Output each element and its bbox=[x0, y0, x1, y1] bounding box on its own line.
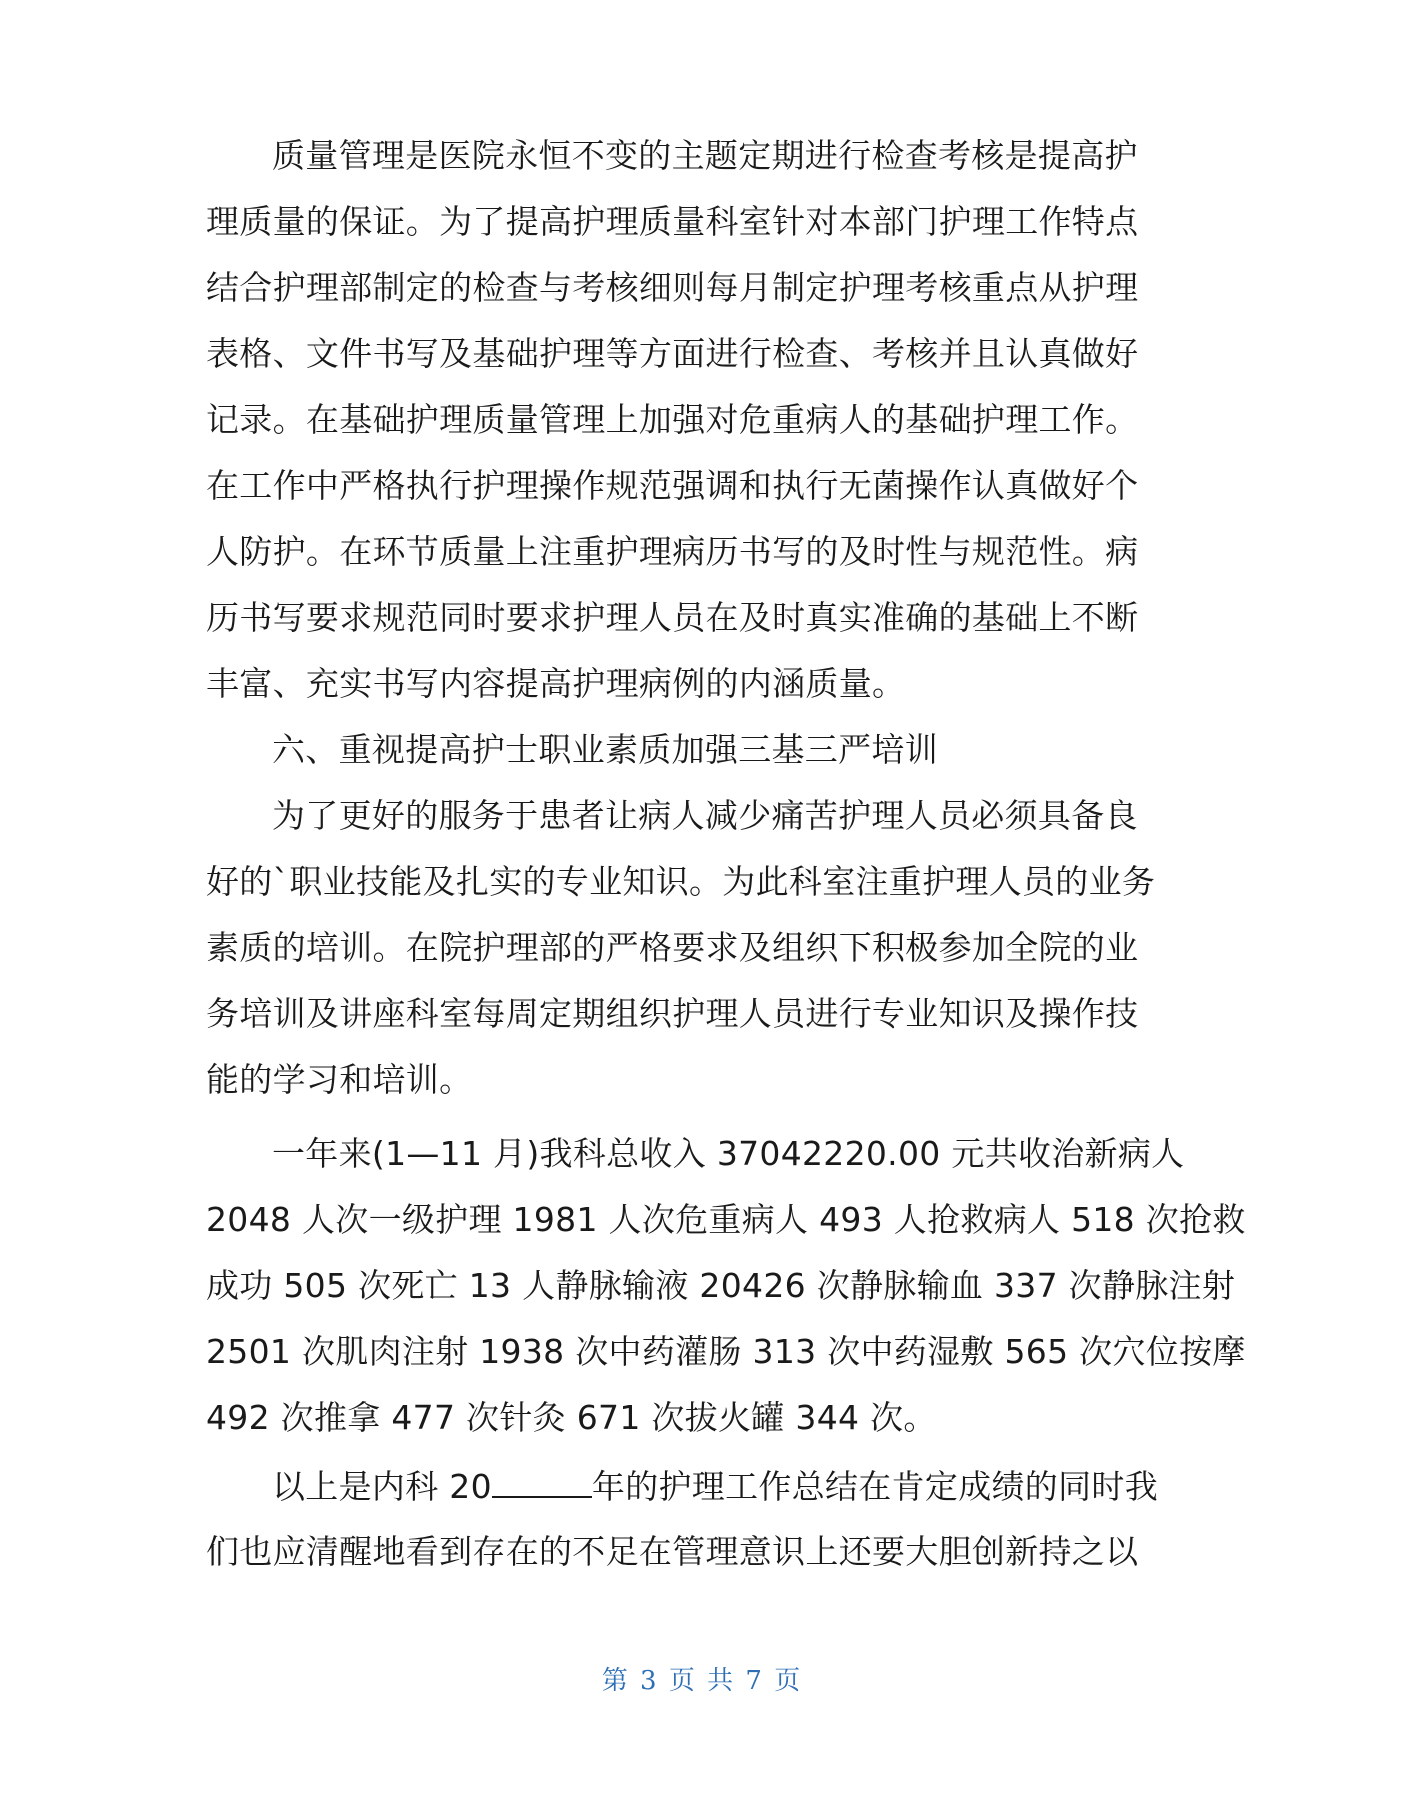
text-line: 为了更好的服务于患者让病人减少痛苦护理人员必须具备良 bbox=[272, 796, 1138, 835]
text-line: 成功 505 次死亡 13 人静脉输液 20426 次静脉输血 337 次静脉注射 bbox=[206, 1266, 1236, 1305]
section-heading: 六、重视提高护士职业素质加强三基三严培训 bbox=[272, 730, 938, 769]
fill-in-blank bbox=[492, 1466, 592, 1498]
text-line: 2501 次肌肉注射 1938 次中药灌肠 313 次中药湿敷 565 次穴位按摩 bbox=[206, 1332, 1246, 1371]
text-line: 能的学习和培训。 bbox=[206, 1060, 473, 1099]
text-line: 表格、文件书写及基础护理等方面进行检查、考核并且认真做好 bbox=[206, 334, 1139, 373]
text-line: 结合护理部制定的检查与考核细则每月制定护理考核重点从护理 bbox=[206, 268, 1139, 307]
text-line: 务培训及讲座科室每周定期组织护理人员进行专业知识及操作技 bbox=[206, 994, 1139, 1033]
text-line: 素质的培训。在院护理部的严格要求及组织下积极参加全院的业 bbox=[206, 928, 1139, 967]
page-number-footer: 第 3 页 共 7 页 bbox=[601, 1666, 803, 1696]
text-line: 2048 人次一级护理 1981 人次危重病人 493 人抢救病人 518 次抢救 bbox=[206, 1200, 1246, 1239]
text-line: 们也应清醒地看到存在的不足在管理意识上还要大胆创新持之以 bbox=[206, 1532, 1139, 1571]
text-line: 历书写要求规范同时要求护理人员在及时真实准确的基础上不断 bbox=[206, 598, 1139, 637]
text-line: 理质量的保证。为了提高护理质量科室针对本部门护理工作特点 bbox=[206, 202, 1139, 241]
text-line: 好的`职业技能及扎实的专业知识。为此科室注重护理人员的业务 bbox=[206, 862, 1156, 901]
text-line: 人防护。在环节质量上注重护理病历书写的及时性与规范性。病 bbox=[206, 532, 1139, 571]
text-line: 492 次推拿 477 次针灸 671 次拔火罐 344 次。 bbox=[206, 1398, 937, 1437]
text-line: 质量管理是医院永恒不变的主题定期进行检查考核是提高护 bbox=[272, 136, 1138, 175]
text-line: 一年来(1—11 月)我科总收入 37042220.00 元共收治新病人 bbox=[272, 1134, 1185, 1173]
summary-line bbox=[272, 1466, 1158, 1507]
text-line: 记录。在基础护理质量管理上加强对危重病人的基础护理工作。 bbox=[206, 400, 1139, 439]
text-line: 丰富、充实书写内容提高护理病例的内涵质量。 bbox=[206, 664, 906, 703]
text-line: 在工作中严格执行护理操作规范强调和执行无菌操作认真做好个 bbox=[206, 466, 1139, 505]
summary-text-before-blank: 以上是内科 20 bbox=[272, 1467, 492, 1506]
summary-text-after-blank: 年的护理工作总结在肯定成绩的同时我 bbox=[591, 1467, 1158, 1506]
